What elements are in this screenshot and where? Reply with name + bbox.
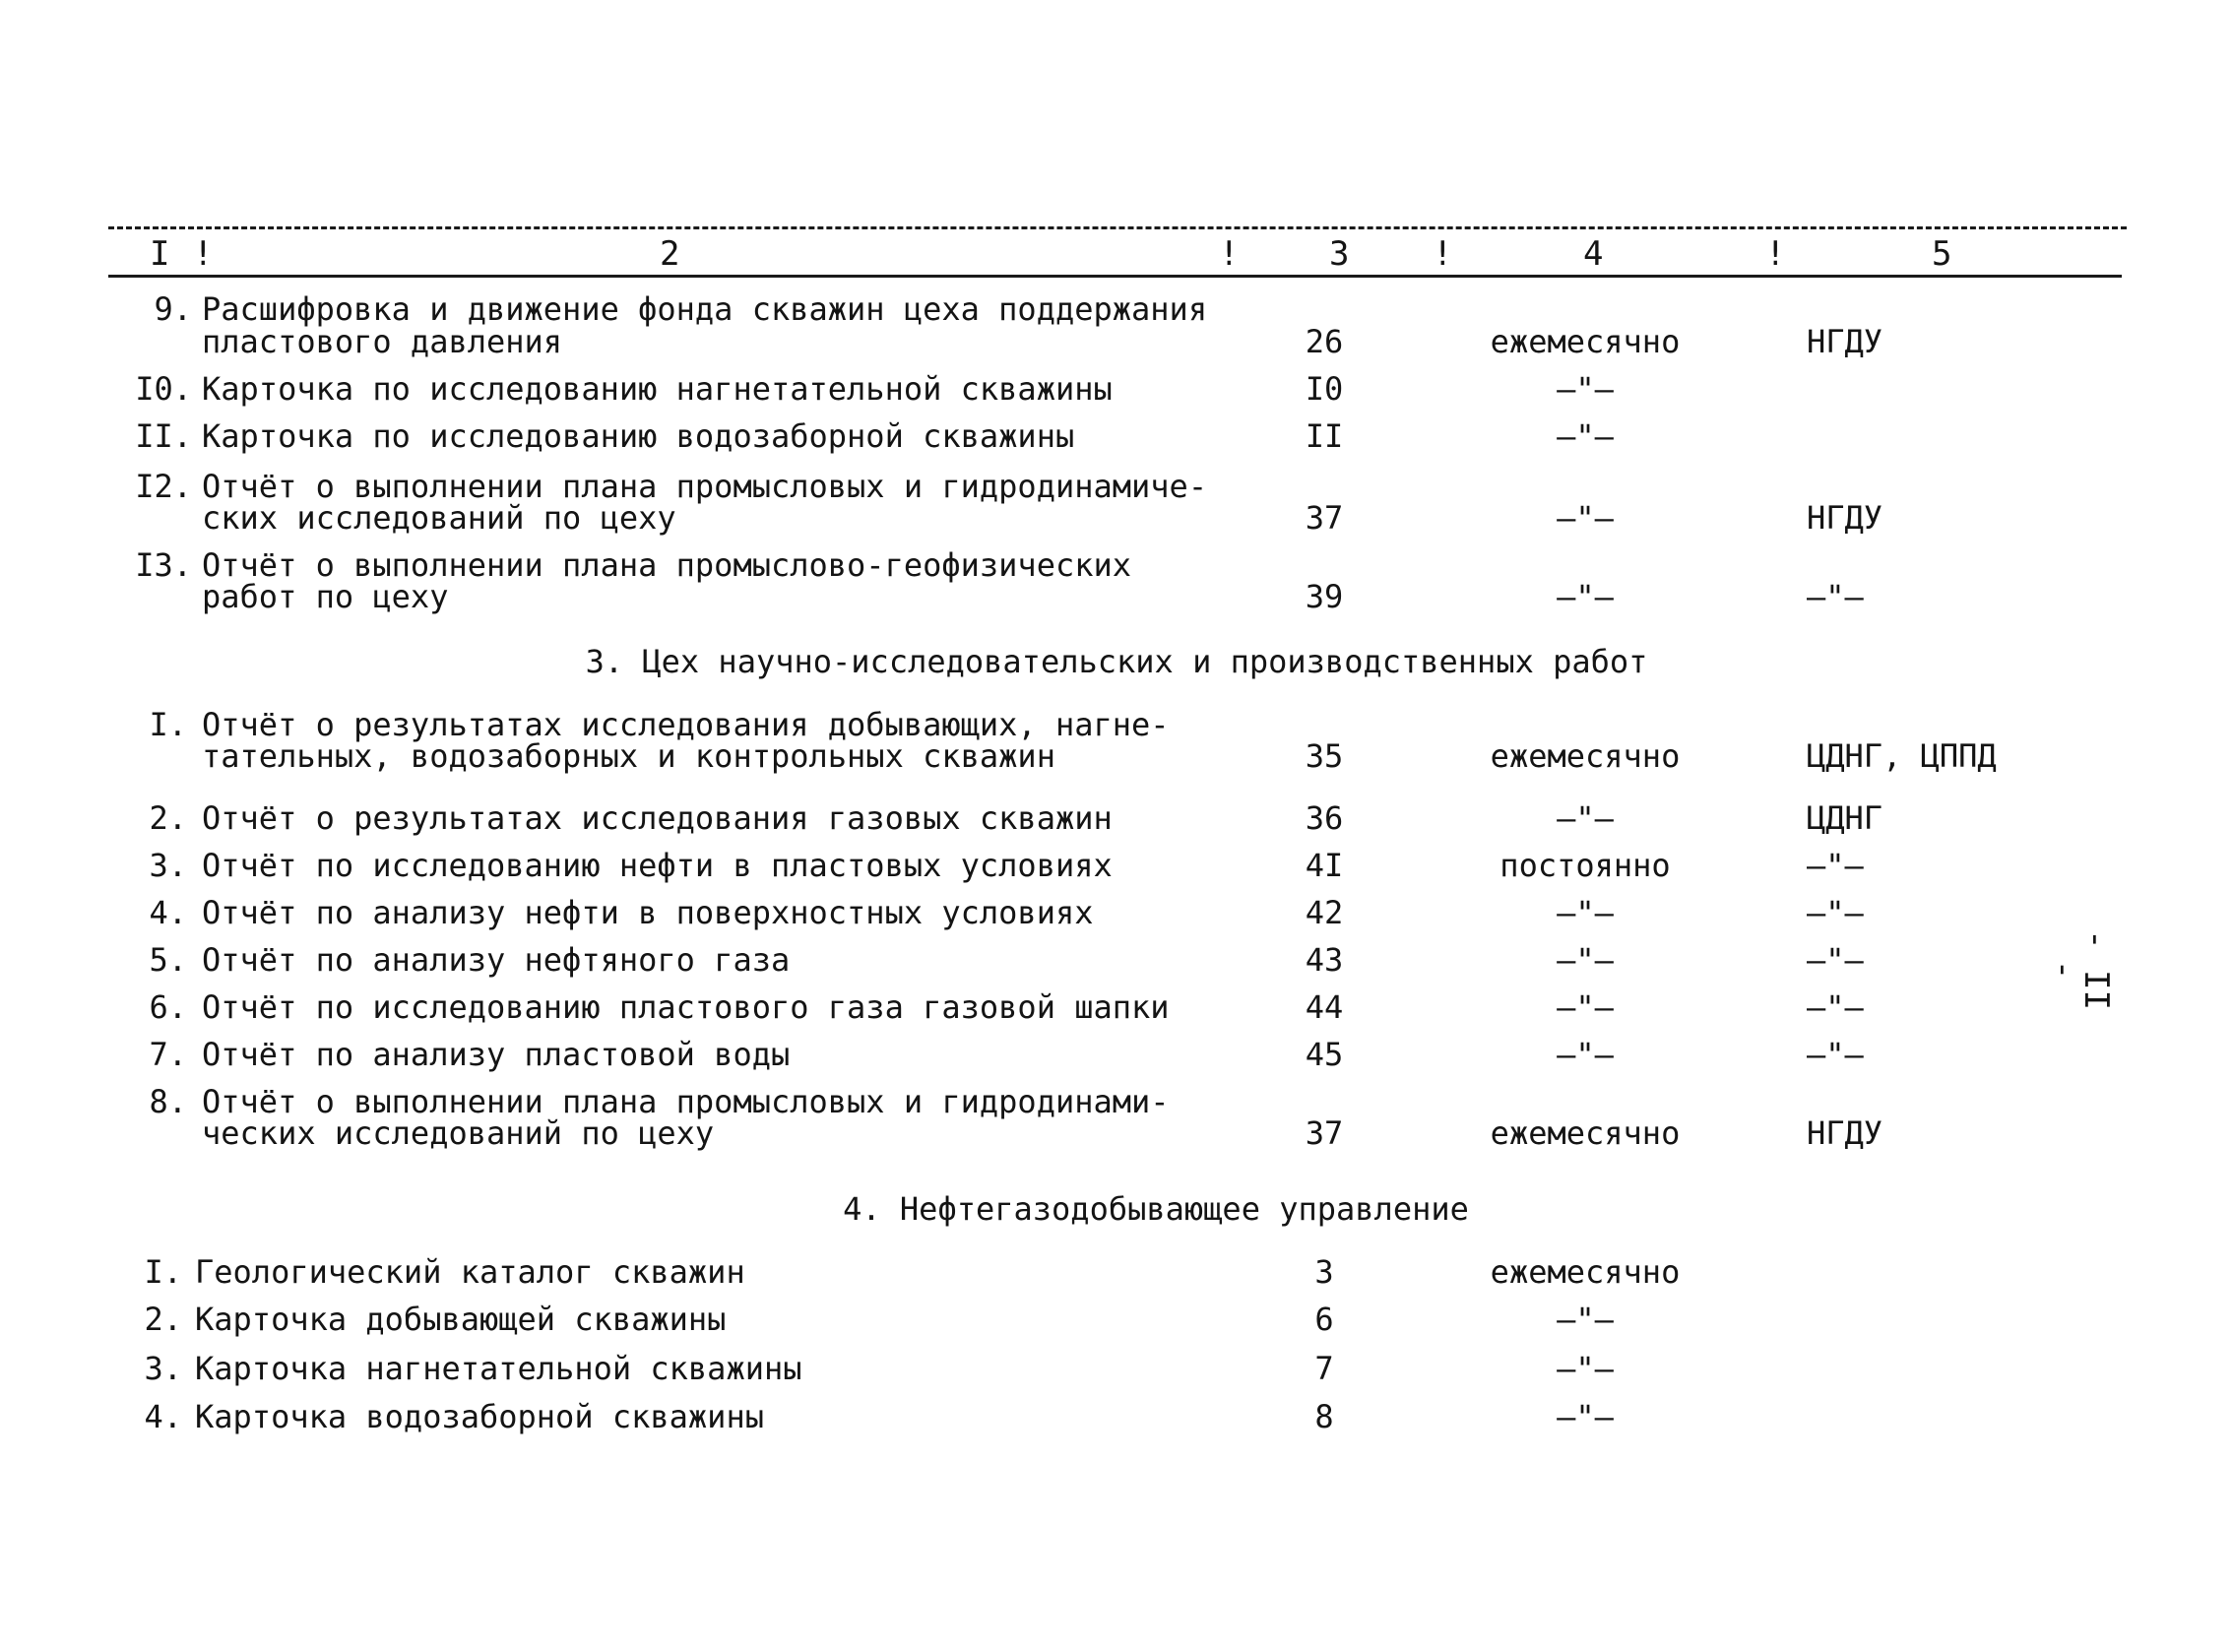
header-col3: 3 <box>1329 234 1350 274</box>
row-frequency: –"– <box>1557 988 1614 1026</box>
row-text-line1: Карточка нагнетательной скважины <box>195 1350 802 1387</box>
row-text-line1: Карточка добывающей скважины <box>195 1301 727 1338</box>
row-text-line1: Отчёт по анализу нефтяного газа <box>202 941 791 979</box>
header-col2: 2 <box>660 234 680 274</box>
section-3-title: 3. Цех научно-исследовательских и производственных работ <box>585 643 1648 680</box>
row-text-line1: Карточка по исследованию нагнетательной скважины <box>202 370 1113 408</box>
row-text-line1: Отчёт по исследованию нефти в пластовых условиях <box>202 847 1113 884</box>
row-form-number: 35 <box>1305 737 1344 775</box>
row-text-line1: Отчёт по исследованию пластового газа газовой шапки <box>202 988 1170 1026</box>
row-number: II. <box>135 417 192 455</box>
row-recipient: НГДУ <box>1807 323 1883 360</box>
row-number: 6. <box>149 988 187 1026</box>
row-text-line2: тательных, водозаборных и контрольных скважин <box>202 737 1055 775</box>
row-form-number: 44 <box>1305 988 1344 1026</box>
row-number: I. <box>149 706 187 743</box>
page-number <box>2044 896 2116 1014</box>
row-recipient: НГДУ <box>1807 499 1883 537</box>
row-frequency: –"– <box>1557 578 1614 615</box>
row-number: 4. <box>144 1398 182 1435</box>
row-frequency: –"– <box>1557 417 1614 455</box>
row-frequency: постоянно <box>1499 847 1671 884</box>
row-number: I3. <box>135 546 192 584</box>
row-recipient: –"– <box>1807 988 1864 1026</box>
header-col5: 5 <box>1932 234 1952 274</box>
row-text-line1: Отчёт о результатах исследования добывающих, нагне- <box>202 706 1170 743</box>
row-frequency: –"– <box>1557 370 1614 408</box>
header-sep-2: ! <box>1219 234 1240 274</box>
row-text-line1: Отчёт по анализу пластовой воды <box>202 1036 791 1073</box>
row-form-number: 37 <box>1305 499 1344 537</box>
row-form-number: II <box>1305 417 1344 455</box>
header-sep-3: ! <box>1433 234 1453 274</box>
row-text-line1: Отчёт о выполнении плана промыслово-геофизических <box>202 546 1132 584</box>
row-text-line2: ческих исследований по цеху <box>202 1114 715 1152</box>
row-text-line1: Карточка водозаборной скважины <box>195 1398 764 1435</box>
row-recipient: –"– <box>1807 941 1864 979</box>
row-form-number: 8 <box>1314 1398 1334 1435</box>
section-4-title: 4. Нефтегазодобывающее управление <box>843 1190 1469 1228</box>
row-frequency: –"– <box>1557 499 1614 537</box>
row-number: 2. <box>144 1301 182 1338</box>
row-recipient: –"– <box>1807 894 1864 931</box>
row-number: I2. <box>135 468 192 505</box>
row-form-number: 7 <box>1314 1350 1334 1387</box>
row-text-line1: Расшифровка и движение фонда скважин цеха поддержания <box>202 290 1208 328</box>
row-number: 9. <box>154 290 192 328</box>
row-form-number: 6 <box>1314 1301 1334 1338</box>
row-form-number: 26 <box>1305 323 1344 360</box>
row-frequency: ежемесячно <box>1490 1114 1681 1152</box>
row-form-number: 42 <box>1305 894 1344 931</box>
row-frequency: ежемесячно <box>1490 1253 1681 1291</box>
row-number: 5. <box>149 941 187 979</box>
row-recipient: –"– <box>1807 1036 1864 1073</box>
row-text-line2: работ по цеху <box>202 578 449 615</box>
page-number-text: - II - <box>2044 929 2116 1010</box>
row-form-number: 37 <box>1305 1114 1344 1152</box>
row-form-number: 43 <box>1305 941 1344 979</box>
row-number: 3. <box>144 1350 182 1387</box>
row-recipient: ЦДНГ, ЦППД <box>1807 737 1997 775</box>
row-form-number: 4I <box>1305 847 1344 884</box>
row-recipient: –"– <box>1807 578 1864 615</box>
row-frequency: –"– <box>1557 1398 1614 1435</box>
row-number: I. <box>144 1253 182 1291</box>
row-number: I0. <box>135 370 192 408</box>
row-text-line1: Карточка по исследованию водозаборной скважины <box>202 417 1075 455</box>
row-frequency: ежемесячно <box>1490 323 1681 360</box>
row-number: 7. <box>149 1036 187 1073</box>
row-frequency: –"– <box>1557 941 1614 979</box>
row-form-number: 39 <box>1305 578 1344 615</box>
row-number: 3. <box>149 847 187 884</box>
row-recipient: –"– <box>1807 847 1864 884</box>
row-text-line1: Отчёт о выполнении плана промысловых и гидродинамиче- <box>202 468 1208 505</box>
row-recipient: НГДУ <box>1807 1114 1883 1152</box>
header-col1: I <box>150 234 170 274</box>
row-text-line1: Отчёт по анализу нефти в поверхностных условиях <box>202 894 1094 931</box>
row-number: 2. <box>149 799 187 837</box>
table-top-rule <box>108 226 2127 229</box>
row-number: 4. <box>149 894 187 931</box>
row-text-line1: Отчёт о выполнении плана промысловых и гидродинами- <box>202 1083 1170 1120</box>
header-sep-1: ! <box>193 234 214 274</box>
row-frequency: –"– <box>1557 1350 1614 1387</box>
row-form-number: 3 <box>1314 1253 1334 1291</box>
row-frequency: –"– <box>1557 1301 1614 1338</box>
row-text-line2: пластового давления <box>202 323 563 360</box>
row-recipient: ЦДНГ <box>1807 799 1883 837</box>
header-col4: 4 <box>1583 234 1604 274</box>
row-text-line2: ских исследований по цеху <box>202 499 676 537</box>
header-sep-4: ! <box>1765 234 1786 274</box>
row-text-line1: Отчёт о результатах исследования газовых скважин <box>202 799 1113 837</box>
table-header-rule <box>108 275 2122 278</box>
row-frequency: –"– <box>1557 799 1614 837</box>
row-frequency: –"– <box>1557 894 1614 931</box>
row-form-number: I0 <box>1305 370 1344 408</box>
row-number: 8. <box>149 1083 187 1120</box>
row-text-line1: Геологический каталог скважин <box>195 1253 745 1291</box>
row-frequency: –"– <box>1557 1036 1614 1073</box>
row-frequency: ежемесячно <box>1490 737 1681 775</box>
row-form-number: 36 <box>1305 799 1344 837</box>
row-form-number: 45 <box>1305 1036 1344 1073</box>
